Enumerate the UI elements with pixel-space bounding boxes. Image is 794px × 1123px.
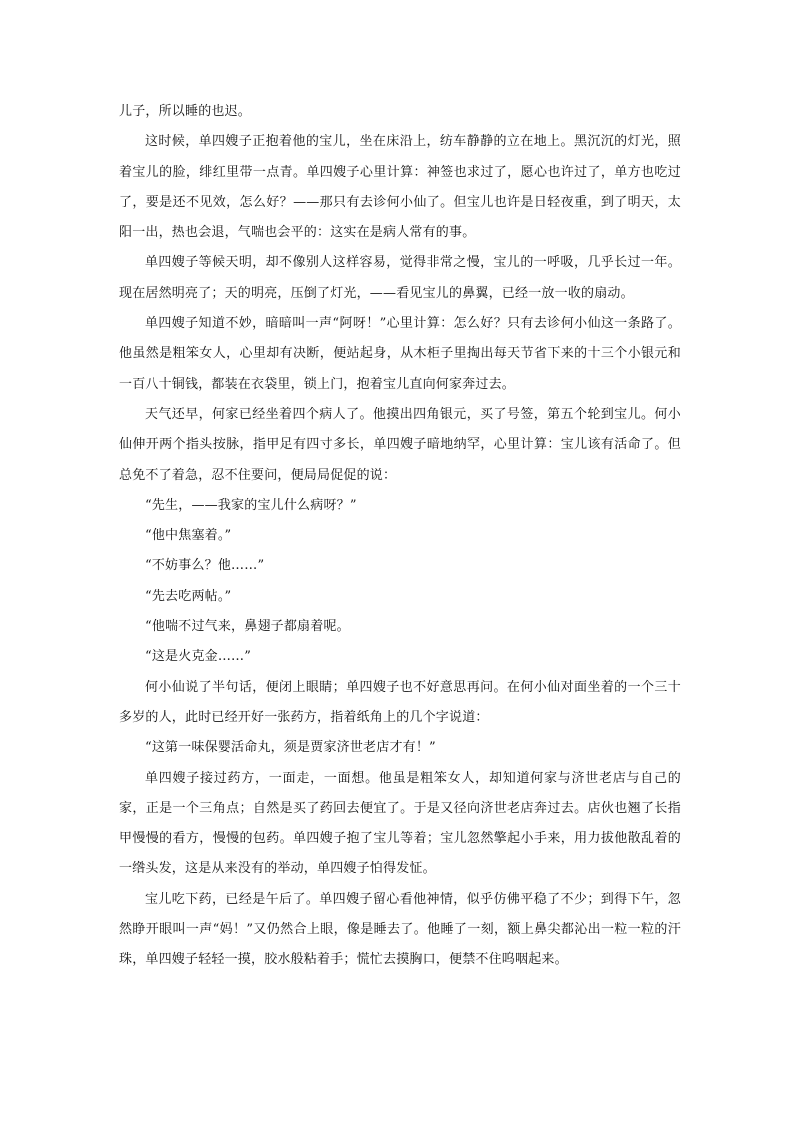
paragraph-3: 单四嫂子等候天明，却不像别人这样容易，觉得非常之慢，宝儿的一呼吸，几乎长过一年。现在居然明亮了；天的明亮，压倒了灯光，——看见宝儿的鼻翼，已经一放一收的扇动。 bbox=[119, 255, 681, 301]
paragraph-5: 天气还早，何家已经坐着四个病人了。他摸出四角银元，买了号签，第五个轮到宝儿。何小仙伸开两个指头按脉，指甲足有四寸多长，单四嫂子暗地纳罕，心里计算：宝儿该有活命了。但总免不了着急，忍不住要问，便局局促促的说： bbox=[119, 406, 681, 483]
paragraph-8: 宝儿吃下药，已经是午后了。单四嫂子留心看他神情，似乎仿佛平稳了不少；到得下午，忽然睁开眼叫一声“妈！”又仍然合上眼，像是睡去了。他睡了一刻，额上鼻尖都沁出一粒一粒的汗珠，单四嫂子轻轻一摸，胶水般粘着手；慌忙去摸胸口，便禁不住呜咽起来。 bbox=[119, 891, 681, 968]
dialog-line-7: “这第一味保婴活命丸，须是贾家济世老店才有！” bbox=[145, 740, 436, 756]
paragraph-1: 儿子，所以睡的也迟。 bbox=[119, 104, 252, 119]
paragraph-6: 何小仙说了半句话，便闭上眼睛；单四嫂子也不好意思再问。在何小仙对面坐着的一个三十多岁的人，此时已经开好一张药方，指着纸角上的几个字说道： bbox=[119, 679, 681, 725]
dialog-line-2: “他中焦塞着。” bbox=[145, 528, 232, 544]
paragraph-4: 单四嫂子知道不妙，暗暗叫一声“阿呀！”心里计算：怎么好？只有去诊何小仙这一条路了。他虽然是粗笨女人，心里却有决断，便站起身，从木柜子里掏出每天节省下来的十三个小银元和一百八十铜钱，都装在衣袋里，锁上门，抱着宝儿直向何家奔过去。 bbox=[119, 316, 681, 392]
dialog-line-6: “这是火克金……” bbox=[145, 649, 252, 665]
dialog-line-1: “先生，——我家的宝儿什么病呀？” bbox=[145, 497, 357, 513]
dialog-line-3: “不妨事么？他……” bbox=[145, 558, 265, 574]
paragraph-7: 单四嫂子接过药方，一面走，一面想。他虽是粗笨女人，却知道何家与济世老店与自己的家，正是一个三角点；自然是买了药回去便宜了。于是又径向济世老店奔过去。店伙也翘了长指甲慢慢的看方，慢慢的包药。单四嫂子抱了宝儿等着；宝儿忽然擎起小手来，用力拔他散乱着的一绺头发，这是从来没有的举动，单四嫂子怕得发怔。 bbox=[119, 770, 681, 877]
dialog-line-4: “先去吃两帖。” bbox=[145, 588, 232, 604]
body-text bbox=[119, 97, 681, 976]
paragraph-2: 这时候，单四嫂子正抱着他的宝儿，坐在床沿上，纺车静静的立在地上。黑沉沉的灯光，照着宝儿的脸，绯红里带一点青。单四嫂子心里计算：神签也求过了，愿心也许过了，单方也吃过了，要是还不见效，怎么好？——那只有去诊何小仙了。但宝儿也许是日轻夜重，到了明天，太阳一出，热也会退，气喘也会平的：这实在是病人常有的事。 bbox=[119, 134, 681, 241]
dialog-line-5: “他喘不过气来，鼻翅子都扇着呢。 bbox=[145, 619, 350, 635]
